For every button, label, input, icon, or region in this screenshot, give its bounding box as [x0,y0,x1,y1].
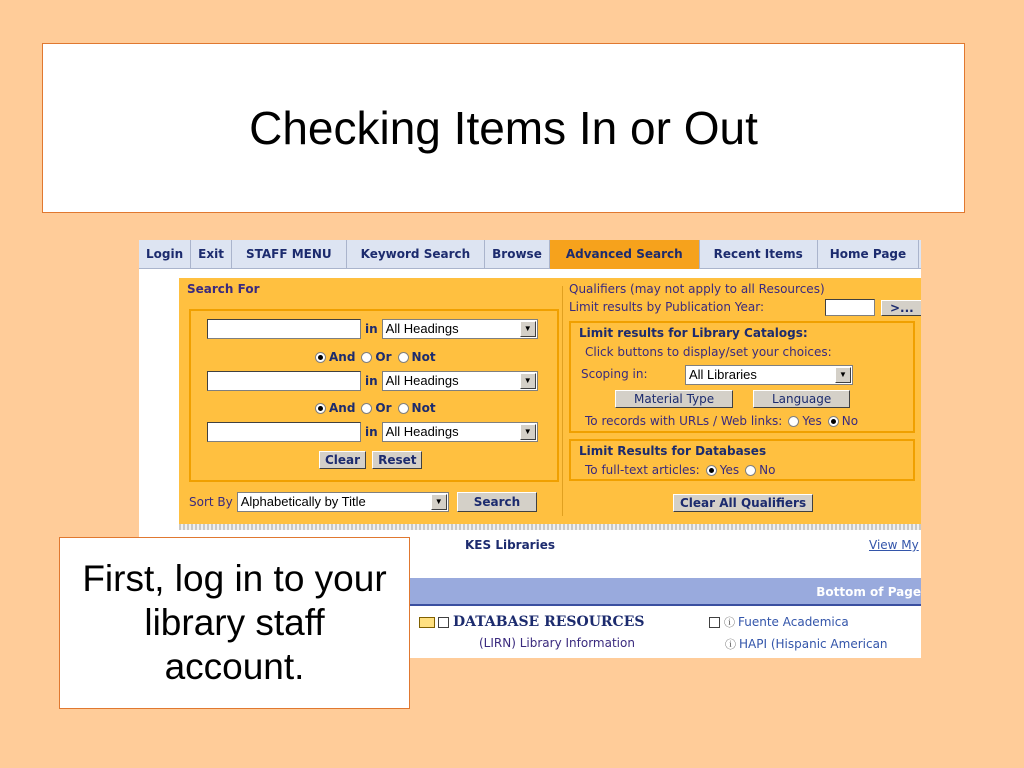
top-nav [139,240,921,269]
in-label: in [365,374,378,388]
slide-title-box [42,43,965,213]
folder-icon [419,617,435,628]
pub-year-input[interactable] [825,299,875,316]
reset-button[interactable]: Reset [372,451,422,469]
yes-label: Yes [802,414,822,428]
yes-label: Yes [719,463,740,477]
hapi-row [725,636,888,652]
info-bulb-icon: ⓘ [724,616,735,629]
catalog-hint: Click buttons to display/set your choices: [585,345,832,359]
field-select-2[interactable] [382,371,538,391]
and-radio[interactable] [315,352,326,363]
urls-label: To records with URLs / Web links: [585,414,783,428]
fuente-link[interactable]: Fuente Academica [738,615,849,629]
boolean-row-2 [309,401,436,415]
advanced-search-panel [179,278,921,524]
not-radio[interactable] [398,403,409,414]
urls-row [585,414,858,428]
term-row-2 [207,371,538,391]
tab-keyword-search[interactable]: Keyword Search [347,240,486,269]
search-for-heading: Search For [187,282,260,296]
sort-select[interactable] [237,492,449,512]
dropdown-arrow-icon: ▼ [520,321,536,337]
tab-advanced-search[interactable]: Advanced Search [550,240,700,269]
pub-year-label: Limit results by Publication Year: [569,300,765,314]
search-term-input-2[interactable] [207,371,361,391]
fulltext-label: To full-text articles: [585,463,700,477]
tab-login[interactable]: Login [139,240,191,269]
dropdown-arrow-icon: ▼ [520,373,536,389]
fulltext-yes-radio[interactable] [706,465,717,476]
database-resources-heading: DATABASE RESOURCES [453,614,645,630]
search-term-input-1[interactable] [207,319,361,339]
panel-separator [179,524,921,530]
hapi-link[interactable]: HAPI (Hispanic American [739,637,888,651]
slide-title: Checking Items In or Out [249,102,758,154]
not-label: Not [411,401,436,415]
tab-browse[interactable]: Browse [485,240,550,269]
pub-year-button[interactable]: >... [881,300,921,316]
search-terms-box [189,309,559,482]
database-resources-checkbox[interactable] [438,617,449,628]
term-row-3 [207,422,538,442]
scoping-select-value: All Libraries [689,367,757,382]
dropdown-arrow-icon: ▼ [520,424,536,440]
clear-button[interactable]: Clear [319,451,366,469]
in-label: in [365,425,378,439]
field-select-1[interactable] [382,319,538,339]
urls-no-radio[interactable] [828,416,839,427]
dropdown-arrow-icon: ▼ [431,494,447,510]
language-button[interactable]: Language [753,390,850,408]
material-type-button[interactable]: Material Type [615,390,733,408]
clear-all-qualifiers-button[interactable]: Clear All Qualifiers [673,494,813,512]
lirn-resource-link[interactable]: (LIRN) Library Information [479,636,635,650]
fulltext-no-radio[interactable] [745,465,756,476]
bottom-of-page-link[interactable]: Bottom of Page [816,585,921,599]
sort-by-label: Sort By [189,495,233,509]
database-limits-title: Limit Results for Databases [579,444,767,458]
term-row-1 [207,319,538,339]
panel-divider [562,286,563,516]
field-select-value: All Headings [385,321,459,336]
or-radio[interactable] [361,352,372,363]
scoping-label: Scoping in: [581,367,648,381]
or-label: Or [375,350,392,364]
view-my-link[interactable]: View My [869,538,919,552]
field-select-value: All Headings [385,373,459,388]
no-label: No [759,463,776,477]
field-select-value: All Headings [385,424,459,439]
in-label: in [365,322,378,336]
and-label: And [329,401,356,415]
clear-reset-row [319,451,422,469]
qualifiers-heading: Qualifiers (may not apply to all Resources) [569,282,825,296]
and-radio[interactable] [315,403,326,414]
search-button[interactable]: Search [457,492,537,512]
not-radio[interactable] [398,352,409,363]
sort-row [189,492,537,512]
search-term-input-3[interactable] [207,422,361,442]
tab-home-page[interactable]: Home Page [818,240,919,269]
field-select-3[interactable] [382,422,538,442]
caption-text: First, log in to your library staff account. [82,558,387,687]
or-radio[interactable] [361,403,372,414]
fuente-row [709,614,849,630]
database-resources-row [419,614,644,630]
catalog-limits-box [569,321,915,433]
dropdown-arrow-icon: ▼ [835,367,851,383]
and-label: And [329,350,356,364]
fulltext-row [585,463,775,477]
tab-staff-menu[interactable]: STAFF MENU [232,240,347,269]
catalog-limits-title: Limit results for Library Catalogs: [579,326,808,340]
sort-select-value: Alphabetically by Title [240,494,366,509]
boolean-row-1 [309,350,436,364]
info-bulb-icon: ⓘ [725,638,736,651]
tab-recent-items[interactable]: Recent Items [700,240,818,269]
scoping-select[interactable] [685,365,853,385]
caption-box [59,537,410,709]
fuente-checkbox[interactable] [709,617,720,628]
database-limits-box [569,439,915,481]
urls-yes-radio[interactable] [788,416,799,427]
kes-libraries-label: KES Libraries [465,538,555,552]
or-label: Or [375,401,392,415]
tab-exit[interactable]: Exit [191,240,232,269]
not-label: Not [411,350,436,364]
no-label: No [841,414,859,428]
